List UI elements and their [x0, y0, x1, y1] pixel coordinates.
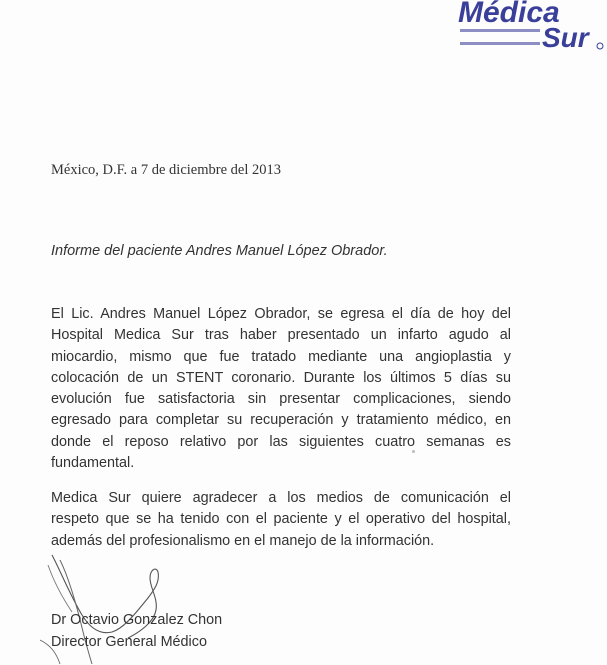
paragraph-line: El Lic. Andres Manuel López Obrador, se egresa el día de hoy del	[51, 306, 511, 322]
paragraph-line: donde el reposo relativo por las siguientes cuatro semanas es	[51, 433, 511, 450]
signer-title: Director General Médico	[51, 634, 207, 650]
paragraph-line: miocardio, mismo que fue tratado mediante una angioplastia y	[51, 348, 511, 365]
paragraph-line: respeto que se ha tenido con el paciente y el operativo del hospital,	[51, 511, 511, 528]
paragraph-line: Medica Sur quiere agradecer a los medios de comunicación el	[51, 490, 511, 506]
paragraph-line: egresado para completar su recuperación y tratamiento médico, en	[51, 412, 511, 429]
logo-bar-top	[460, 29, 540, 32]
letter-date: México, D.F. a 7 de diciembre del 2013	[51, 162, 281, 178]
paragraph-line: colocación de un STENT coronario. Durante los últimos 5 días su	[51, 369, 511, 386]
logo-text-sur: Sur	[542, 22, 589, 52]
paper-speck	[412, 450, 415, 453]
logo-bar-bottom	[460, 42, 540, 45]
registered-mark-icon	[597, 43, 603, 49]
letter-subject: Informe del paciente Andres Manuel López Obrador.	[51, 243, 388, 259]
paragraph-line: Hospital Medica Sur tras haber presentado un infarto agudo al	[51, 327, 511, 344]
paragraph-line: fundamental.	[51, 455, 135, 472]
medica-sur-logo	[458, 0, 607, 52]
paragraph-line: evolución fue satisfactoria sin presentar complicaciones, siendo	[51, 391, 511, 408]
body-paragraph-1	[51, 304, 511, 474]
logo-text-medica: Médica	[458, 0, 560, 29]
paragraph-line: además del profesionalismo en el manejo de la información.	[51, 532, 435, 549]
signer-name: Dr Octavio Gonzalez Chon	[51, 612, 223, 628]
body-paragraph-2	[51, 488, 511, 552]
